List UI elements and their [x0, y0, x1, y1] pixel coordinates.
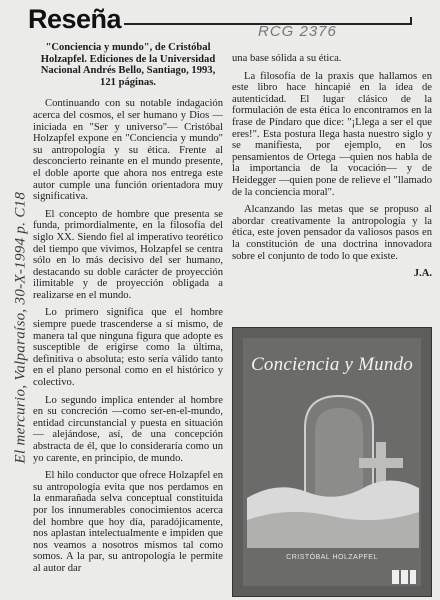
book-cover-author: CRISTÓBAL HOLZAPFEL — [286, 554, 378, 561]
handwritten-source-note: El mercurio, Valparaíso, 30-X-1994 p. C18 — [12, 191, 29, 464]
title-rule-end — [410, 17, 412, 25]
page-title: Reseña — [28, 4, 122, 34]
paragraph: una base sólida a su ética. — [232, 53, 342, 64]
book-cover-title: Conciencia y Mundo — [251, 354, 413, 375]
catalog-stamp: RCG 2376 — [258, 23, 337, 40]
paragraph: Lo primero significa que el hombre siempre puede trascenderse a sí mismo, de manera tal que ninguna figura que adopte es susceptible de erigirse como la última, definitiva o absoluta; esto sería válido tanto en el plano personal como en el histórico y colectivo. — [33, 307, 223, 389]
paragraph: El concepto de hombre que presenta se funda, primordialmente, en la filosofía del siglo XX. Siendo fiel al imperativo teorético del tiempo que vivimos, Holzapfel se centra sólo en lo más decisivo del ser humano, destacando su doble carácter de proyección ilimitable y de proyección obligada a realizarse en el mundo. — [33, 208, 223, 301]
publisher-logo-icon — [391, 568, 417, 586]
paragraph: Lo segundo implica entender al hombre en su concreción —como ser-en-el-mundo, entidad circunstancial y puesta en situación— alejándose, así, de una concepción abstracta de él, que lo consideraría como un yo carente, en principio, de mundo. — [33, 394, 223, 464]
left-column — [33, 42, 223, 581]
paragraph: La filosofía de la praxis que hallamos en este libro hace hincapié en la idea de autenticidad. El lugar clásico de la formulación de esta ética lo encontramos en la frase de Píndaro que dice: "¡Llega a ser el que eres!". Esta postura llega hasta nuestro siglo y se manifiesta, por ejemplo, en los pensamientos de Ortega —quien nos habla de la importancia de la vocación— y de Heidegger —quien pone de relieve el "llamado de la conciencia moral". — [232, 70, 432, 198]
book-cover-image — [232, 327, 432, 597]
paragraph: El hilo conductor que ofrece Holzapfel en su antropología evita que nos perdamos en la enmarañada selva conceptual constituida por los innumerables conocimientos acerca del hombre que hoy día, paradójicamente, nos aplastan intelectualmente e impiden que nos veamos a nosotros mismos tal como somos. A la par, su antropología le permite al autor dar — [33, 470, 223, 574]
bibliographic-reference: "Conciencia y mundo", de Cristóbal Holzapfel. Ediciones de la Universidad Nacional Andrés Bello, Santiago, 1993, 121 páginas. — [40, 42, 216, 88]
author-initials: J.A. — [413, 268, 432, 280]
book-cover-artwork — [247, 388, 419, 548]
right-column — [232, 53, 432, 286]
paragraph: Alcanzando las metas que se propuso al abordar creativamente la antropología y la ética, este joven pensador da valiosos pasos en la constitución de una doctrina innovadora sobre el conjunto de todo lo que existe. — [232, 204, 432, 262]
paragraph: Continuando con su notable indagación acerca del cosmos, el ser humano y Dios —iniciada en "Ser y universo"— Cristóbal Holzapfel expone en "Conciencia y mundo" su antropología y su ética. Frente al desconcierto reinante en el mundo presente, el doble aporte que ahora nos entrega este autor cumple una función orientadora muy significativa. — [33, 98, 223, 203]
